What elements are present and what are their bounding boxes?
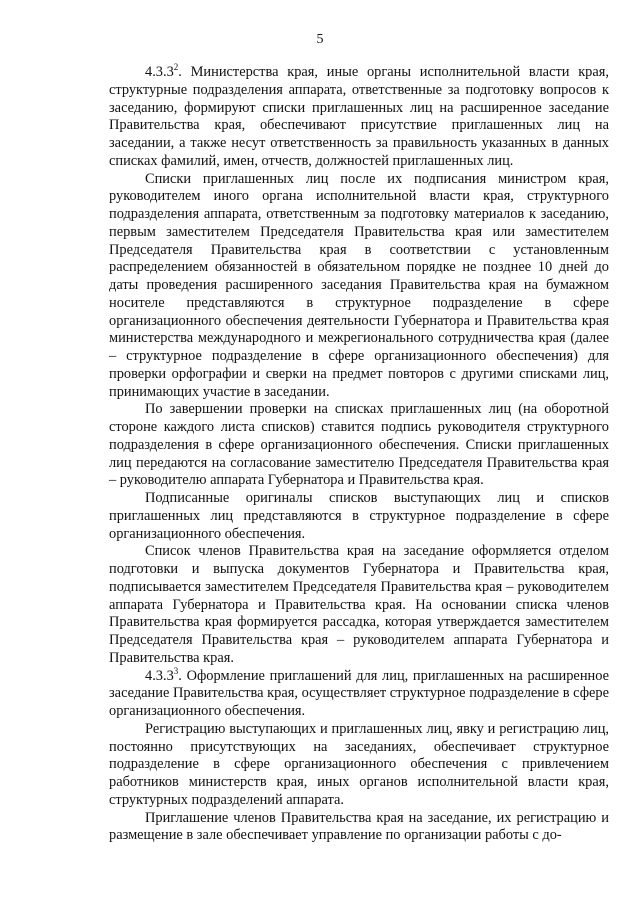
paragraph-members-list: Список членов Правительства края на заседание оформляется отделом подготовки и выпуска документов Губернатора и Правительства края, подписывается заместителем Председателя Правительства края – руководителем аппарата Губернатора и Правительства края. На основании списка членов Правительства края формируется рассадка, которая утверждается заместителем Председателя Правительства края – руководителем аппарата Губернатора и Правительства края. xyxy=(109,543,609,666)
paragraph-members-invitation: Приглашение членов Правительства края на заседание, их регистрацию и размещение в зале обеспечивает управление по организации работы с до- xyxy=(109,809,609,844)
paragraph-4-3-3-3 xyxy=(109,665,609,721)
clause-number: 4.3.3$^2$. xyxy=(145,62,182,80)
clause-superscript: 3 xyxy=(173,665,179,676)
paragraph-text: Министерства края, иные органы исполнительной власти края, структурные подразделения аппарата, ответственные за подготовку вопросов к заседанию, формируют списки приглашенных лиц на расширенное заседание Правительства края, обеспечивают присутствие приглашенных лиц на заседании, а также несут ответственность за правильность указанных в данных списках фамилий, имен, отчеств, должностей приглашенных лиц. xyxy=(109,64,609,169)
paragraph-text: Оформление приглашений для лиц, приглашенных на расширенное заседание Правительства края, осуществляет структурное подразделение в сфере организационного обеспечения. xyxy=(109,667,609,719)
paragraph-4-3-3-2 xyxy=(109,64,609,171)
clause-superscript: 2 xyxy=(173,62,179,72)
paragraph-signed-originals: Подписанные оригиналы списков выступающих лиц и списков приглашенных лиц представляются в структурное подразделение в сфере организационного обеспечения. xyxy=(109,490,609,542)
paragraph-invitee-lists: Списки приглашенных лиц после их подписания министром края, руководителем иного органа исполнительной власти края, структурного подразделения аппарата, ответственным за подготовку материалов к заседанию, первым заместителем Председателя Правительства края или заместителем Председателя Правительства края в соответствии с установленным распределением обязанностей в обязательном порядке не позднее 10 дней до даты проведения расширенного заседания Правительства края на бумажном носителе представляются в структурное подразделение в сфере организационного обеспечения деятельности Губернатора и Правительства края министерства международного и межрегионального сотрудничества края (далее – структурное подразделение в сфере организационного обеспечения) для проверки орфографии и сверки на предмет повторов с другими списками лиц, принимающих участие в заседании. xyxy=(109,170,609,400)
document-body xyxy=(109,64,609,845)
paragraph-list-verification: По завершении проверки на списках приглашенных лиц (на оборотной стороне каждого листа списков) ставится подпись руководителя структурного подразделения в сфере организационного обеспечения. Списки приглашенных лиц передаются на согласование заместителю Председателя Правительства края – руководителю аппарата Губернатора и Правительства края. xyxy=(109,401,609,489)
page-number: 5 xyxy=(316,32,324,47)
clause-number: 4.3.3$^3$. xyxy=(145,665,182,684)
paragraph-registration: Регистрацию выступающих и приглашенных лиц, явку и регистрацию лиц, постоянно присутствующих на заседаниях, обеспечивает структурное подразделение в сфере организационного обеспечения с привлечением работников министерств края, иных органов исполнительной власти края, структурных подразделений аппарата. xyxy=(109,720,609,808)
